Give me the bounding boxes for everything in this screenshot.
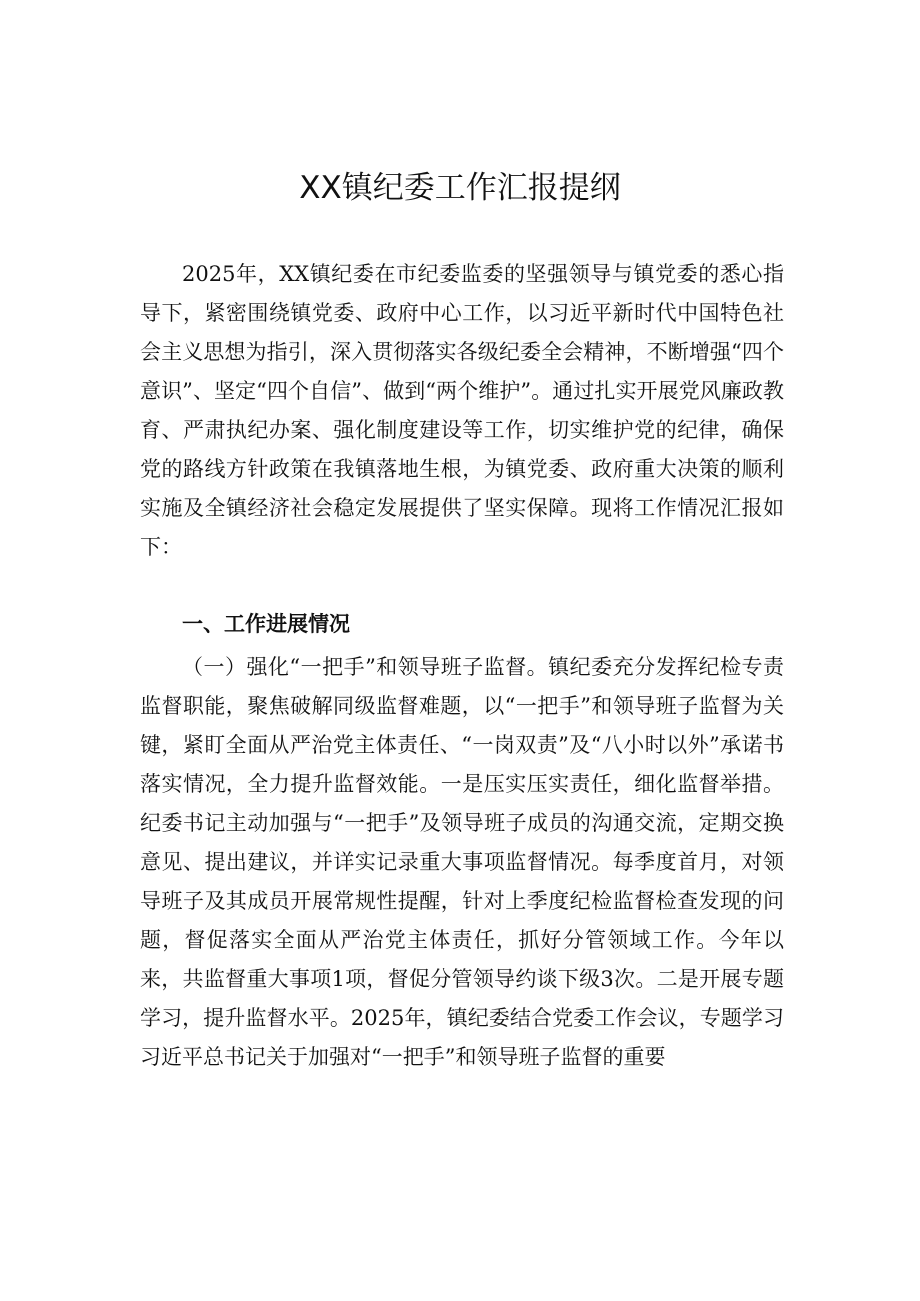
paragraph-leadership-supervision: （一）强化“一把手”和领导班子监督。镇纪委充分发挥纪检专责监督职能，聚焦破解同级监督难题，以“一把手”和领导班子监督为关键，紧盯全面从严治党主体责任、“一岗双责”及“八小时以外”承诺书落实情况，全力提升监督效能。一是压实压实责任，细化监督举措。纪委书记主动加强与“一把手”及领导班子成员的沟通交流，定期交换意见、提出建议，并详实记录重大事项监督情况。每季度首月，对领导班子及其成员开展常规性提醒，针对上季度纪检监督检查发现的问题，督促落实全面从严治党主体责任，抓好分管领域工作。今年以来，共监督重大事项1项，督促分管领导约谈下级3次。二是开展专题学习，提升监督水平。2025年，镇纪委结合党委工作会议，专题学习习近平总书记关于加强对“一把手”和领导班子监督的重要	[140, 655, 784, 1069]
document-title: XX镇纪委工作汇报提纲	[299, 170, 621, 206]
intro-paragraph: 2025年，XX镇纪委在市纪委监委的坚强领导与镇党委的悉心指导下，紧密围绕镇党委、政府中心工作，以习近平新时代中国特色社会主义思想为指引，深入贯彻落实各级纪委全会精神，不断增强“四个意识”、坚定“四个自信”、做到“两个维护”。通过扎实开展党风廉政教育、严肃执纪办案、强化制度建设等工作，切实维护党的纪律，确保党的路线方针政策在我镇落地生根，为镇党委、政府重大决策的顺利实施及全镇经济社会稳定发展提供了坚实保障。现将工作情况汇报如下：	[140, 262, 784, 559]
section-heading-work-progress: 一、工作进展情况	[182, 612, 350, 636]
